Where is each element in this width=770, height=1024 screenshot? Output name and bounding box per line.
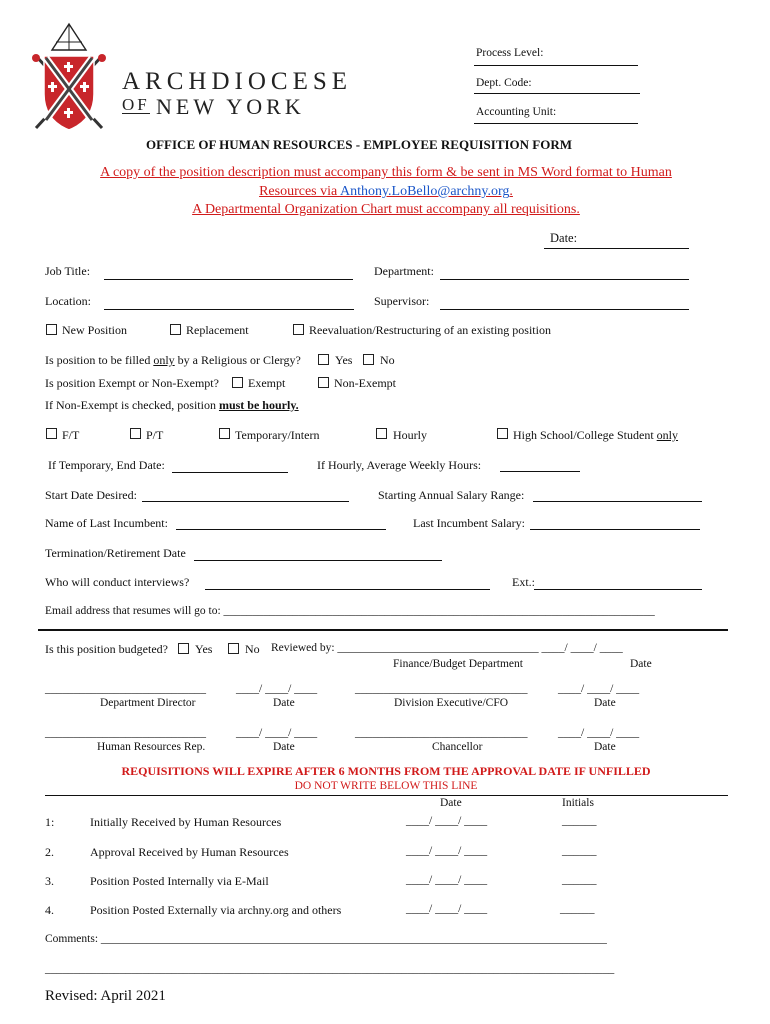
hr-rep-date[interactable]: ____/ ____/ ____ [236, 727, 318, 739]
temp-intern-checkbox[interactable] [219, 428, 230, 439]
replacement-label: Replacement [186, 323, 249, 337]
date-field[interactable] [544, 248, 689, 249]
office-row-label: Position Posted Externally via archny.org and others [90, 903, 342, 917]
division-exec-caption: Division Executive/CFO [394, 697, 509, 709]
office-initials-header: Initials [562, 797, 594, 809]
dept-director-date[interactable]: ____/ ____/ ____ [236, 683, 318, 695]
org-name-of: OF [122, 95, 150, 114]
job-title-label: Job Title: [45, 264, 91, 278]
hr-rep-date-caption: Date [273, 741, 295, 753]
process-level-label: Process Level: [476, 47, 544, 59]
division-exec-date-caption: Date [594, 697, 616, 709]
religious-question: Is position to be filled only by a Religious or Clergy? [45, 353, 301, 367]
termination-date-field[interactable] [194, 560, 442, 561]
salary-range-label: Starting Annual Salary Range: [378, 488, 525, 502]
office-row-date[interactable]: ____/ ____/ ____ [406, 903, 488, 915]
revision-date: Revised: April 2021 [45, 988, 166, 1004]
office-date-header: Date [440, 797, 462, 809]
comments-field-line2[interactable]: ___________________________________________________________________________________________________ [45, 963, 615, 975]
comments-field[interactable]: Comments: ________________________________________________________________________________________ [45, 933, 607, 945]
temp-end-date-field[interactable] [172, 472, 288, 473]
temp-intern-label: Temporary/Intern [235, 428, 320, 442]
department-label: Department: [374, 264, 434, 278]
non-exempt-label: Non-Exempt [334, 376, 396, 390]
dept-director-signature[interactable]: ____________________________ [45, 683, 206, 695]
office-row-initials[interactable]: ______ [562, 874, 597, 886]
termination-date-label: Termination/Retirement Date [45, 546, 186, 560]
office-row-num: 3. [45, 874, 54, 888]
avg-weekly-hours-label: If Hourly, Average Weekly Hours: [317, 458, 482, 472]
job-title-field[interactable] [104, 279, 353, 280]
hourly-note: If Non-Exempt is checked, position must be hourly. [45, 398, 299, 412]
supervisor-field[interactable] [440, 309, 689, 310]
pt-checkbox[interactable] [130, 428, 141, 439]
office-row-date[interactable]: ____/ ____/ ____ [406, 845, 488, 857]
new-position-label: New Position [62, 323, 128, 337]
office-row-date[interactable]: ____/ ____/ ____ [406, 874, 488, 886]
interviewer-label: Who will conduct interviews? [45, 575, 190, 589]
resume-email-field[interactable]: Email address that resumes will go to: ___________________________________________________________________________ [45, 605, 655, 617]
archdiocese-crest-logo [26, 20, 112, 140]
religious-no-checkbox[interactable] [363, 354, 374, 365]
hourly-checkbox[interactable] [376, 428, 387, 439]
chancellor-caption: Chancellor [432, 741, 483, 753]
religious-yes-checkbox[interactable] [318, 354, 329, 365]
finance-date-caption: Date [630, 658, 652, 670]
chancellor-signature[interactable]: ______________________________ [355, 727, 528, 739]
accounting-unit-label: Accounting Unit: [476, 106, 557, 118]
budgeted-yes-checkbox[interactable] [178, 643, 189, 654]
last-salary-field[interactable] [530, 529, 700, 530]
exempt-label: Exempt [248, 376, 286, 390]
budgeted-no-label: No [245, 642, 260, 656]
religious-no-label: No [380, 353, 395, 367]
hr-email-link[interactable]: Anthony.LoBello@archny.org [339, 184, 510, 199]
replacement-checkbox[interactable] [170, 324, 181, 335]
student-label: High School/College Student only [513, 428, 679, 442]
notice-line2: Resources via Anthony.LoBello@archny.org. [259, 184, 513, 199]
notice-line3: A Departmental Organization Chart must accompany all requisitions. [192, 202, 580, 217]
expiration-warning: REQUISITIONS WILL EXPIRE AFTER 6 MONTHS FROM THE APPROVAL DATE IF UNFILLED [121, 764, 651, 778]
interviewer-field[interactable] [205, 589, 490, 590]
avg-weekly-hours-field[interactable] [500, 471, 580, 472]
non-exempt-checkbox[interactable] [318, 377, 329, 388]
exempt-checkbox[interactable] [232, 377, 243, 388]
division-exec-date[interactable]: ____/ ____/ ____ [558, 683, 640, 695]
budgeted-yes-label: Yes [195, 642, 213, 656]
notice-line1: A copy of the position description must accompany this form & be sent in MS Word format to Human [100, 165, 672, 180]
supervisor-label: Supervisor: [374, 294, 430, 308]
office-row-label: Approval Received by Human Resources [90, 845, 289, 859]
do-not-write-notice: DO NOT WRITE BELOW THIS LINE [294, 780, 478, 792]
process-level-field[interactable] [474, 65, 638, 66]
office-row-label: Position Posted Internally via E-Mail [90, 874, 269, 888]
new-position-checkbox[interactable] [46, 324, 57, 335]
office-row-num: 2. [45, 845, 54, 859]
org-name-line2: NEW YORK [156, 94, 305, 119]
org-name-line1: ARCHDIOCESE [122, 68, 353, 95]
temp-end-date-label: If Temporary, End Date: [48, 458, 165, 472]
office-row-initials[interactable]: ______ [560, 903, 595, 915]
office-row-num: 1: [45, 815, 55, 829]
department-field[interactable] [440, 279, 689, 280]
hr-rep-caption: Human Resources Rep. [97, 741, 206, 753]
office-row-initials[interactable]: ______ [562, 845, 597, 857]
dept-director-caption: Department Director [100, 697, 196, 709]
reviewed-by-field[interactable]: Reviewed by: ___________________________________ ____/ ____/ ____ [271, 642, 623, 654]
exempt-question: Is position Exempt or Non-Exempt? [45, 376, 219, 390]
ext-label: Ext.: [512, 575, 535, 589]
hourly-label: Hourly [393, 428, 427, 442]
section-divider [38, 629, 728, 631]
hr-rep-signature[interactable]: ____________________________ [45, 727, 206, 739]
location-field[interactable] [104, 309, 354, 310]
chancellor-date-caption: Date [594, 741, 616, 753]
finance-dept-caption: Finance/Budget Department [393, 658, 523, 670]
dept-code-label: Dept. Code: [476, 77, 532, 89]
date-label: Date: [550, 231, 578, 245]
office-row-date[interactable]: ____/ ____/ ____ [406, 815, 488, 827]
ext-field[interactable] [534, 589, 702, 590]
dept-code-field[interactable] [474, 93, 640, 94]
start-date-label: Start Date Desired: [45, 488, 137, 502]
last-incumbent-label: Name of Last Incumbent: [45, 516, 168, 530]
office-row-label: Initially Received by Human Resources [90, 815, 282, 829]
pt-label: P/T [146, 428, 164, 442]
religious-yes-label: Yes [335, 353, 353, 367]
reevaluation-label: Reevaluation/Restructuring of an existing position [309, 323, 551, 337]
accounting-unit-field[interactable] [474, 123, 638, 124]
form-title: OFFICE OF HUMAN RESOURCES - EMPLOYEE REQUISITION FORM [146, 137, 573, 152]
division-exec-signature[interactable]: ______________________________ [355, 683, 528, 695]
student-checkbox[interactable] [497, 428, 508, 439]
location-label: Location: [45, 294, 91, 308]
start-date-field[interactable] [142, 501, 349, 502]
chancellor-date[interactable]: ____/ ____/ ____ [558, 727, 640, 739]
budgeted-question: Is this position budgeted? [45, 642, 168, 656]
last-incumbent-field[interactable] [176, 529, 386, 530]
last-salary-label: Last Incumbent Salary: [413, 516, 525, 530]
budgeted-no-checkbox[interactable] [228, 643, 239, 654]
salary-range-field[interactable] [533, 501, 702, 502]
dept-director-date-caption: Date [273, 697, 295, 709]
office-row-num: 4. [45, 903, 54, 917]
ft-label: F/T [62, 428, 80, 442]
do-not-write-divider [45, 795, 728, 796]
ft-checkbox[interactable] [46, 428, 57, 439]
reevaluation-checkbox[interactable] [293, 324, 304, 335]
office-row-initials[interactable]: ______ [562, 815, 597, 827]
